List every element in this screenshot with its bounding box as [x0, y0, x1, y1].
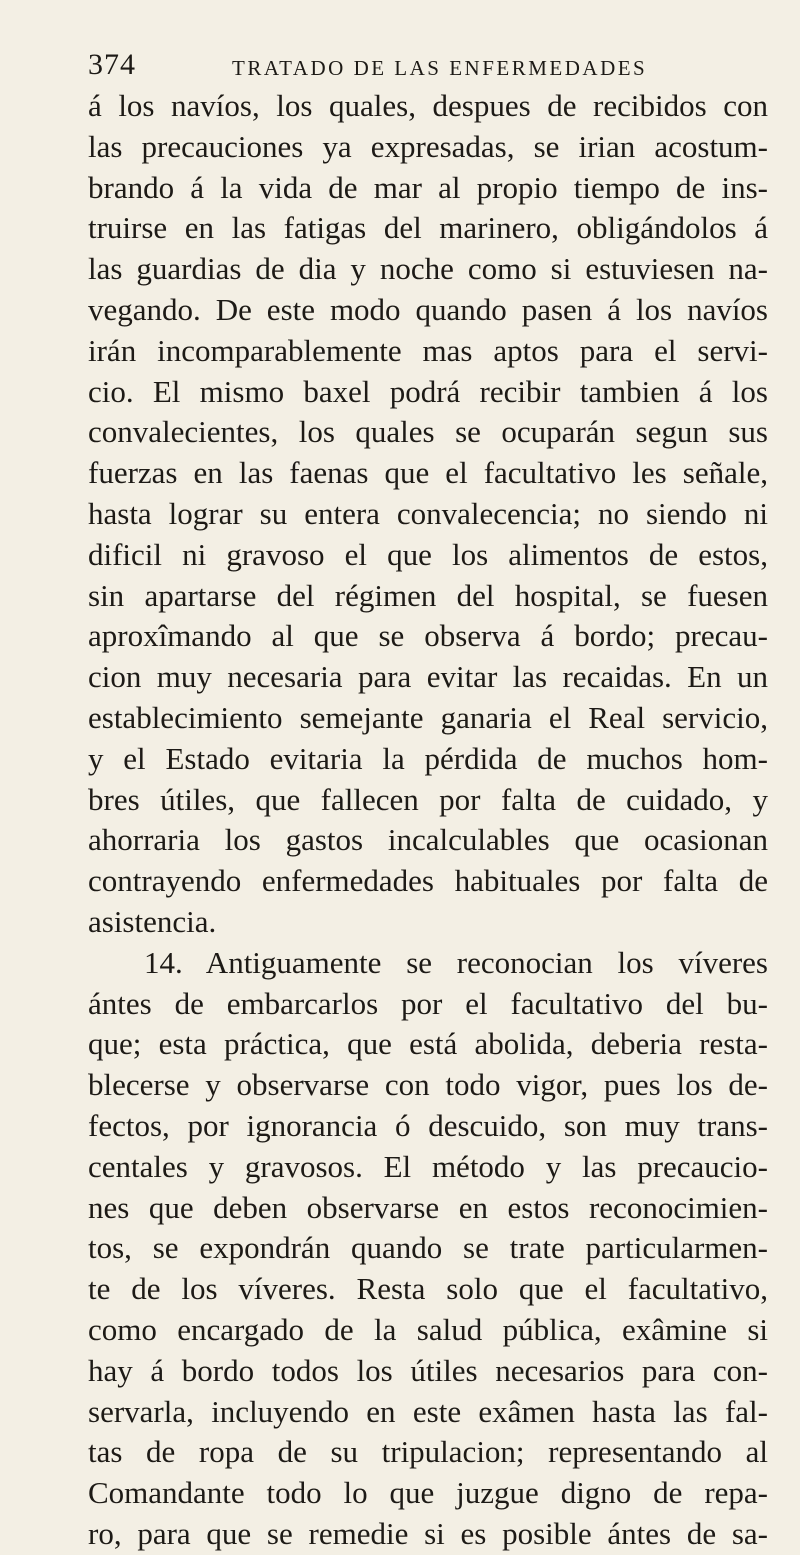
paragraph-2 [88, 943, 768, 1555]
text-line: brando á la vida de mar al propio tiempo de ins- [88, 169, 768, 205]
text-line: tos, se expondrán quando se trate particularmen- [88, 1230, 768, 1266]
text-line: truirse en las fatigas del marinero, obligándolos á [88, 210, 768, 246]
text-line: las precauciones ya expresadas, se irian acostum- [88, 128, 768, 164]
text-line: centales y gravosos. El método y las precaucio- [88, 1148, 768, 1184]
page-number: 374 [88, 48, 136, 81]
text-line: vegando. De este modo quando pasen á los navíos [88, 291, 768, 327]
text-line: tas de ropa de su tripulacion; representando al [88, 1434, 768, 1470]
text-line: Comandante todo lo que juzgue digno de repa- [88, 1475, 768, 1511]
text-line: á los navíos, los quales, despues de recibidos con [88, 88, 768, 123]
text-line: aproxîmando al que se observa á bordo; precau- [88, 618, 768, 654]
text-line: que; esta práctica, que está abolida, deberia resta- [88, 1026, 768, 1062]
text-line: cion muy necesaria para evitar las recaidas. En un [88, 659, 768, 695]
text-line: sin apartarse del régimen del hospital, se fuesen [88, 577, 768, 613]
text-line: las guardias de dia y noche como si estuviesen na- [88, 251, 768, 287]
text-line: fuerzas en las faenas que el facultativo les señale, [88, 455, 768, 491]
running-head: TRATADO DE LAS ENFERMEDADES [232, 56, 648, 80]
text-line: dificil ni gravoso el que los alimentos de estos, [88, 536, 768, 572]
text-line: blecerse y observarse con todo vigor, pues los de- [88, 1067, 768, 1103]
text-line: ahorraria los gastos incalculables que ocasionan [88, 822, 768, 858]
text-line: hay á bordo todos los útiles necesarios para con- [88, 1352, 768, 1388]
text-line: nes que deben observarse en estos reconocimien- [88, 1189, 768, 1225]
text-line: fectos, por ignorancia ó descuido, son muy trans- [88, 1107, 768, 1143]
text-line: convalecientes, los quales se ocuparán segun sus [88, 414, 768, 450]
text-line: 14. Antiguamente se reconocian los víveres [144, 944, 768, 980]
text-line: establecimiento semejante ganaria el Real servicio, [88, 699, 768, 735]
body-text [88, 86, 768, 1555]
text-line: servarla, incluyendo en este exâmen hasta las fal- [88, 1393, 768, 1429]
text-line: ro, para que se remedie si es posible ántes de sa- [88, 1515, 768, 1551]
text-line: bres útiles, que fallecen por falta de cuidado, y [88, 781, 768, 817]
text-line: y el Estado evitaria la pérdida de muchos hom- [88, 740, 768, 776]
text-line: irán incomparablemente mas aptos para el servi- [88, 332, 768, 368]
text-line: contrayendo enfermedades habituales por falta de [88, 863, 768, 899]
text-line: cio. El mismo baxel podrá recibir tambien á los [88, 373, 768, 409]
text-line: ántes de embarcarlos por el facultativo del bu- [88, 985, 768, 1021]
text-line: te de los víveres. Resta solo que el facultativo, [88, 1271, 768, 1307]
paragraph-1 [88, 86, 768, 943]
text-line: como encargado de la salud pública, exâmine si [88, 1311, 768, 1347]
text-line: hasta lograr su entera convalecencia; no siendo ni [88, 495, 768, 531]
text-line: asistencia. [88, 903, 217, 939]
page-header [88, 42, 768, 86]
